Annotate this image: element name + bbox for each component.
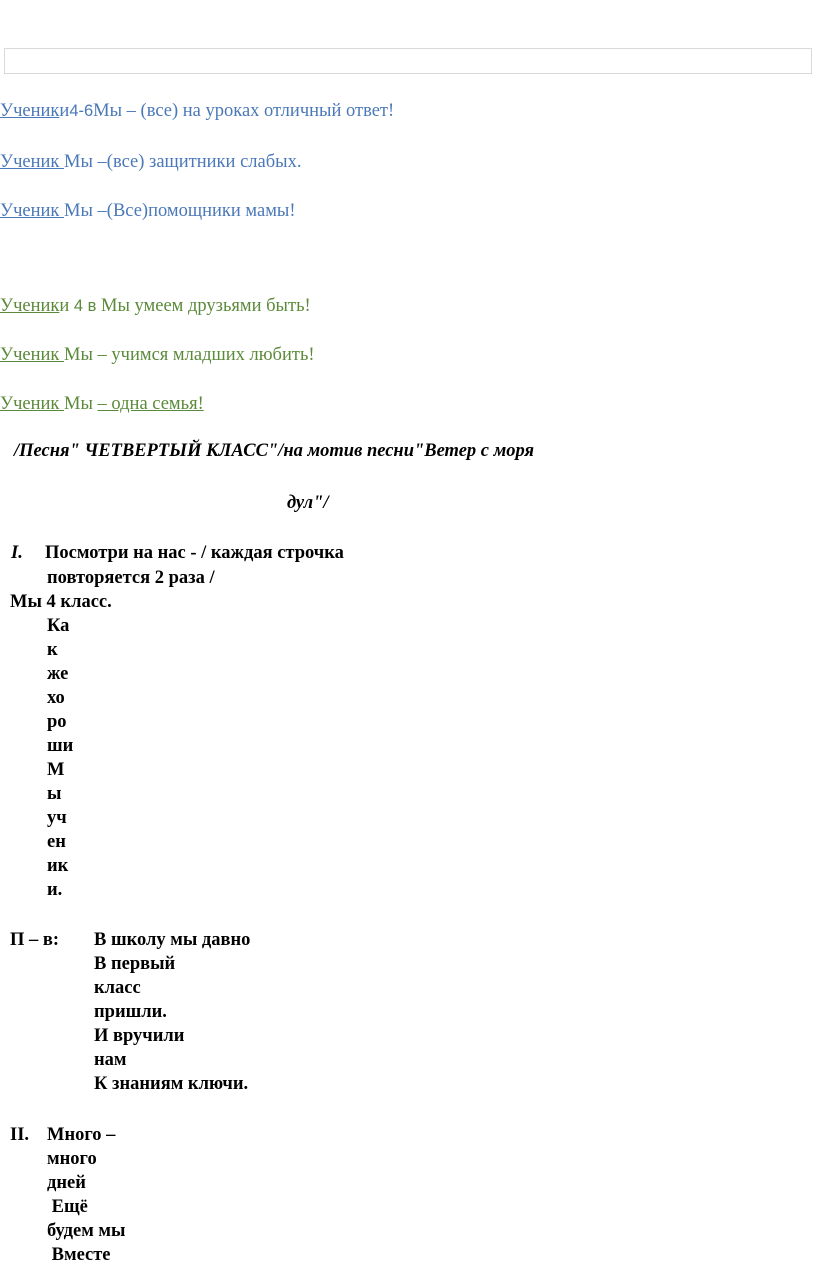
verse-line: дней [47, 1173, 86, 1193]
student-label: Ученик [0, 296, 60, 316]
verse-column [47, 614, 73, 902]
header-frame [4, 48, 812, 74]
chorus-line: пришли. [94, 1002, 167, 1022]
column-fragment: же [47, 664, 69, 684]
student-label: Ученик [0, 101, 60, 121]
column-fragment: ик [47, 856, 69, 876]
student-label: Ученик [0, 201, 65, 221]
chorus-line: К знаниям ключи. [94, 1074, 249, 1094]
column-fragment: ы [47, 784, 62, 804]
column-fragment: ши [47, 736, 74, 756]
intro-line [0, 296, 311, 317]
intro-text-underlined: – одна семья! [97, 394, 204, 414]
student-label: Ученик [0, 394, 65, 414]
chorus-line: класс [94, 978, 141, 998]
intro-line [0, 101, 394, 122]
verse-column [47, 1123, 125, 1267]
intro-line [0, 152, 301, 173]
intro-text: Мы [64, 394, 98, 414]
column-fragment: ен [47, 832, 66, 852]
student-label-suffix: и [59, 101, 70, 121]
intro-text: Мы – (все) на уроках отличный ответ! [93, 101, 395, 121]
column-fragment: М [47, 760, 65, 780]
song-title-continued: дул"/ [287, 493, 329, 513]
chorus-line: В первый [94, 954, 176, 974]
chorus-line: нам [94, 1050, 127, 1070]
column-fragment: и. [47, 880, 63, 900]
intro-text: Мы – учимся младших любить! [64, 345, 315, 365]
class-number: 4 в [69, 297, 102, 315]
verse-line: Много – [47, 1125, 116, 1145]
intro-text: Мы –(все) защитники слабых. [64, 152, 302, 172]
column-fragment: уч [47, 808, 67, 828]
chorus-line: И вручили [94, 1026, 185, 1046]
intro-line [0, 394, 204, 415]
intro-text: Мы –(Все)помощники мамы! [64, 201, 296, 221]
verse-numeral: II. [10, 1125, 30, 1145]
chorus-label: П – в: [10, 930, 60, 950]
verse-line: повторяется 2 раза / [47, 568, 215, 588]
column-fragment: хо [47, 688, 65, 708]
column-fragment: Ка [47, 616, 70, 636]
intro-line [0, 201, 296, 222]
chorus-line: В школу мы давно [94, 930, 251, 950]
verse-numeral: I. [11, 543, 23, 563]
student-label-suffix: и [59, 296, 70, 316]
intro-text: Мы умеем друзьями быть! [101, 296, 311, 316]
intro-line [0, 345, 315, 366]
verse-line: Посмотри на нас - / каждая строчка [45, 543, 344, 563]
class-number: 4-6 [69, 102, 94, 120]
chorus-lines [94, 928, 250, 1096]
verse-line: Ещё [47, 1197, 88, 1217]
column-fragment: ро [47, 712, 67, 732]
verse-line: Мы 4 класс. [10, 592, 112, 612]
column-fragment: к [47, 640, 58, 660]
verse-line: Вместе [47, 1245, 111, 1265]
student-label: Ученик [0, 152, 65, 172]
verse-line: много [47, 1149, 97, 1169]
song-title: /Песня" ЧЕТВЕРТЫЙ КЛАСС"/на мотив песни"Ветер с моря [14, 441, 535, 461]
student-label: Ученик [0, 345, 65, 365]
verse-line: будем мы [47, 1221, 126, 1241]
